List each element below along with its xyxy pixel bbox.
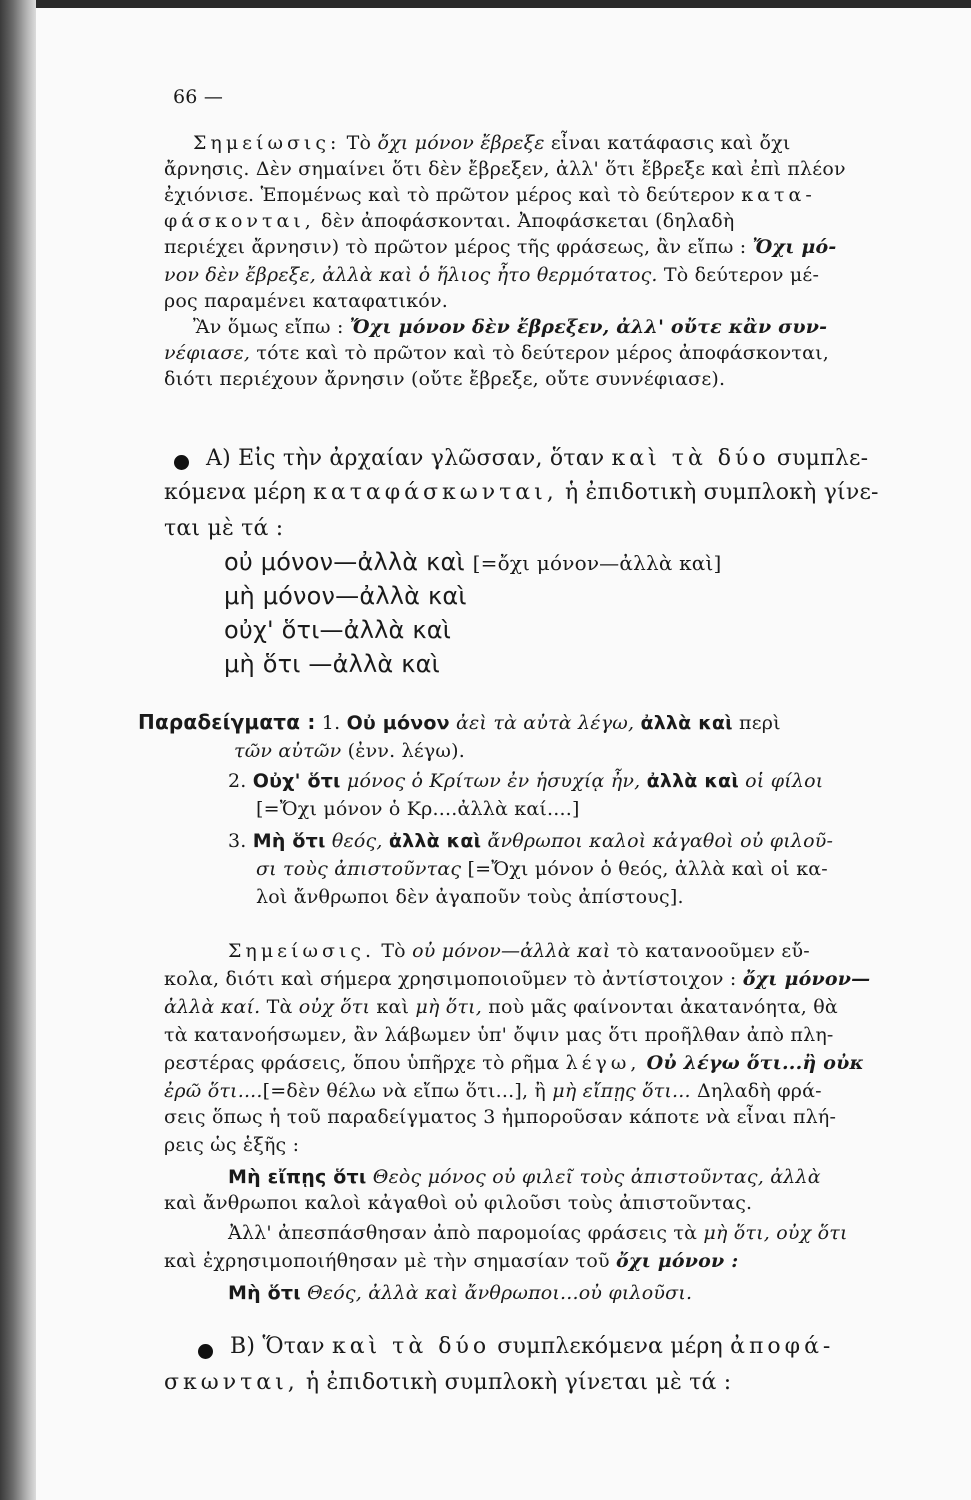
book-binding-shadow	[0, 0, 36, 1500]
section-a-line-3: ται μὲ τά :	[164, 516, 284, 541]
note2-line-3: ἀλλὰ καί. Τὰ οὐχ ὅτι καὶ μὴ ὅτι, ποὺ μᾶς φαίνονται ἀκατανόητα, θὰ	[164, 996, 838, 1018]
note2-line-4: τὰ κατανοήσωμεν, ἂν λάβωμεν ὑπ' ὄψιν μας ὅτι προῆλθαν ἀπὸ πλη-	[164, 1024, 834, 1046]
example-3-line-1: 3. Μὴ ὅτι θεός, ἀλλὰ καὶ ἄνθρωποι καλοὶ κἀγαθοὶ οὐ φιλοῦ-	[228, 830, 834, 852]
section-b-bullet	[198, 1344, 213, 1359]
note1-line-10: διότι περιέχουν ἄρνησιν (οὔτε ἔβρεξε, οὔτε συννέφιασε).	[164, 368, 726, 390]
note1-line-7: ρος παραμένει καταφατικόν.	[164, 290, 448, 312]
note2-line-12: καὶ ἐχρησιμοποιήθησαν μὲ τὴν σημασίαν τοῦ ὄχι μόνον :	[164, 1250, 739, 1272]
note2-line-7: σεις ὅπως ἡ τοῦ παραδείγματος 3 ἠμποροῦσαν κάποτε νὰ εἶναι πλή-	[164, 1106, 837, 1128]
section-a-line-1: Α) Εἰς τὴν ἀρχαίαν γλῶσσαν, ὅταν καὶ τὰ δύο συμπλε-	[206, 446, 869, 471]
note1-line-2: ἄρνησις. Δὲν σημαίνει ὅτι δὲν ἔβρεξεν, ἀλλ' ὅτι ἔβρεξε καὶ ἐπὶ πλέον	[164, 158, 846, 180]
note2-line-5: ρεστέρας φράσεις, ὅπου ὑπῆρχε τὸ ρῆμα λέγω, Οὐ λέγω ὅτι...ἢ οὐκ	[164, 1052, 864, 1074]
note2-line-1: Σημείωσις. Τὸ οὐ μόνον—ἀλλὰ καὶ τὸ κατανοοῦμεν εὔ-	[228, 940, 810, 962]
list-item-4: μὴ ὅτι —ἀλλὰ καὶ	[224, 650, 440, 678]
note2-line-10: καὶ ἄνθρωποι καλοὶ κἀγαθοὶ οὐ φιλοῦσι τοὺς ἀπιστοῦντας.	[164, 1192, 753, 1214]
note1-line-3: ἐχιόνισε. Ἑπομένως καὶ τὸ πρῶτον μέρος καὶ τὸ δεύτερον κατα-	[164, 184, 816, 206]
list-item-3: οὐχ' ὅτι—ἀλλὰ καὶ	[224, 616, 452, 644]
book-page	[36, 8, 971, 1500]
note1-line-8: Ἂν ὅμως εἴπω : Ὄχι μόνον δὲν ἔβρεξεν, ἀλλ' οὔτε κἂν συν-	[193, 316, 828, 338]
note1-line-4: φάσκονται, δὲν ἀποφάσκονται. Ἀποφάσκεται (δηλαδὴ	[164, 210, 735, 232]
examples-line-1: Παραδείγματα : 1. Οὐ μόνον ἀεὶ τὰ αὐτὰ λέγω, ἀλλὰ καὶ περὶ	[138, 710, 781, 734]
note2-line-9: Μὴ εἴπῃς ὅτι Θεὸς μόνος οὐ φιλεῖ τοὺς ἀπιστοῦντας, ἀλλὰ	[228, 1166, 821, 1188]
example-2-line-2: [=Ὄχι μόνον ὁ Κρ....ἀλλὰ καί....]	[256, 798, 580, 820]
note2-line-13: Μὴ ὅτι Θεός, ἀλλὰ καὶ ἄνθρωποι...οὐ φιλοῦσι.	[228, 1282, 693, 1304]
example-3-line-3: λοὶ ἄνθρωποι δὲν ἀγαποῦν τοὺς ἀπίστους].	[256, 886, 684, 908]
note1-line-1: Σημείωσις: Τὸ ὄχι μόνον ἔβρεξε εἶναι κατάφασις καὶ ὄχι	[193, 132, 791, 154]
section-b-line-2: σκωνται, ἡ ἐπιδοτικὴ συμπλοκὴ γίνεται μὲ τά :	[164, 1370, 732, 1395]
note1-line-6: νον δὲν ἔβρεξε, ἀλλὰ καὶ ὁ ἥλιος ἦτο θερμότατος. Τὸ δεύτερον μέ-	[164, 264, 820, 286]
section-a-bullet	[174, 455, 189, 470]
list-item-1: οὐ μόνον—ἀλλὰ καὶ [=ὄχι μόνον—ἀλλὰ καὶ]	[224, 548, 722, 576]
list-item-2: μὴ μόνον—ἀλλὰ καὶ	[224, 582, 467, 610]
example-2-line-1: 2. Οὐχ' ὅτι μόνος ὁ Κρίτων ἐν ἡσυχίᾳ ἦν, ἀλλὰ καὶ οἱ φίλοι	[228, 770, 824, 792]
section-a-line-2: κόμενα μέρη καταφάσκωνται, ἡ ἐπιδοτικὴ συμπλοκὴ γίνε-	[164, 480, 879, 505]
note1-line-5: περιέχει ἄρνησιν) τὸ πρῶτον μέρος τῆς φράσεως, ἂν εἴπω : Ὄχι μό-	[164, 236, 837, 258]
section-b-line-1: Β) Ὅταν καὶ τὰ δύο συμπλεκόμενα μέρη ἀποφά-	[230, 1334, 835, 1359]
example-3-line-2: σι τοὺς ἀπιστοῦντας [=Ὄχι μόνον ὁ θεός, ἀλλὰ καὶ οἱ κα-	[256, 858, 828, 880]
note2-line-8: ρεις ὡς ἑξῆς :	[164, 1134, 300, 1156]
note2-line-11: Ἀλλ' ἀπεσπάσθησαν ἀπὸ παρομοίας φράσεις τὰ μὴ ὅτι, οὐχ ὅτι	[228, 1222, 848, 1244]
note1-line-9: νέφιασε, τότε καὶ τὸ πρῶτον καὶ τὸ δεύτερον μέρος ἀποφάσκονται,	[164, 342, 830, 364]
note2-line-2: κολα, διότι καὶ σήμερα χρησιμοποιοῦμεν τὸ ἀντίστοιχον : ὄχι μόνον—	[164, 968, 871, 990]
note2-line-6: ἐρῶ ὅτι....[=δὲν θέλω νὰ εἴπω ὅτι...], ἢ μὴ εἴπῃς ὅτι... Δηλαδὴ φρά-	[164, 1080, 822, 1102]
top-edge	[0, 0, 971, 8]
page-number: 66 —	[173, 86, 224, 108]
examples-line-2: τῶν αὐτῶν (ἐνν. λέγω).	[234, 740, 465, 762]
